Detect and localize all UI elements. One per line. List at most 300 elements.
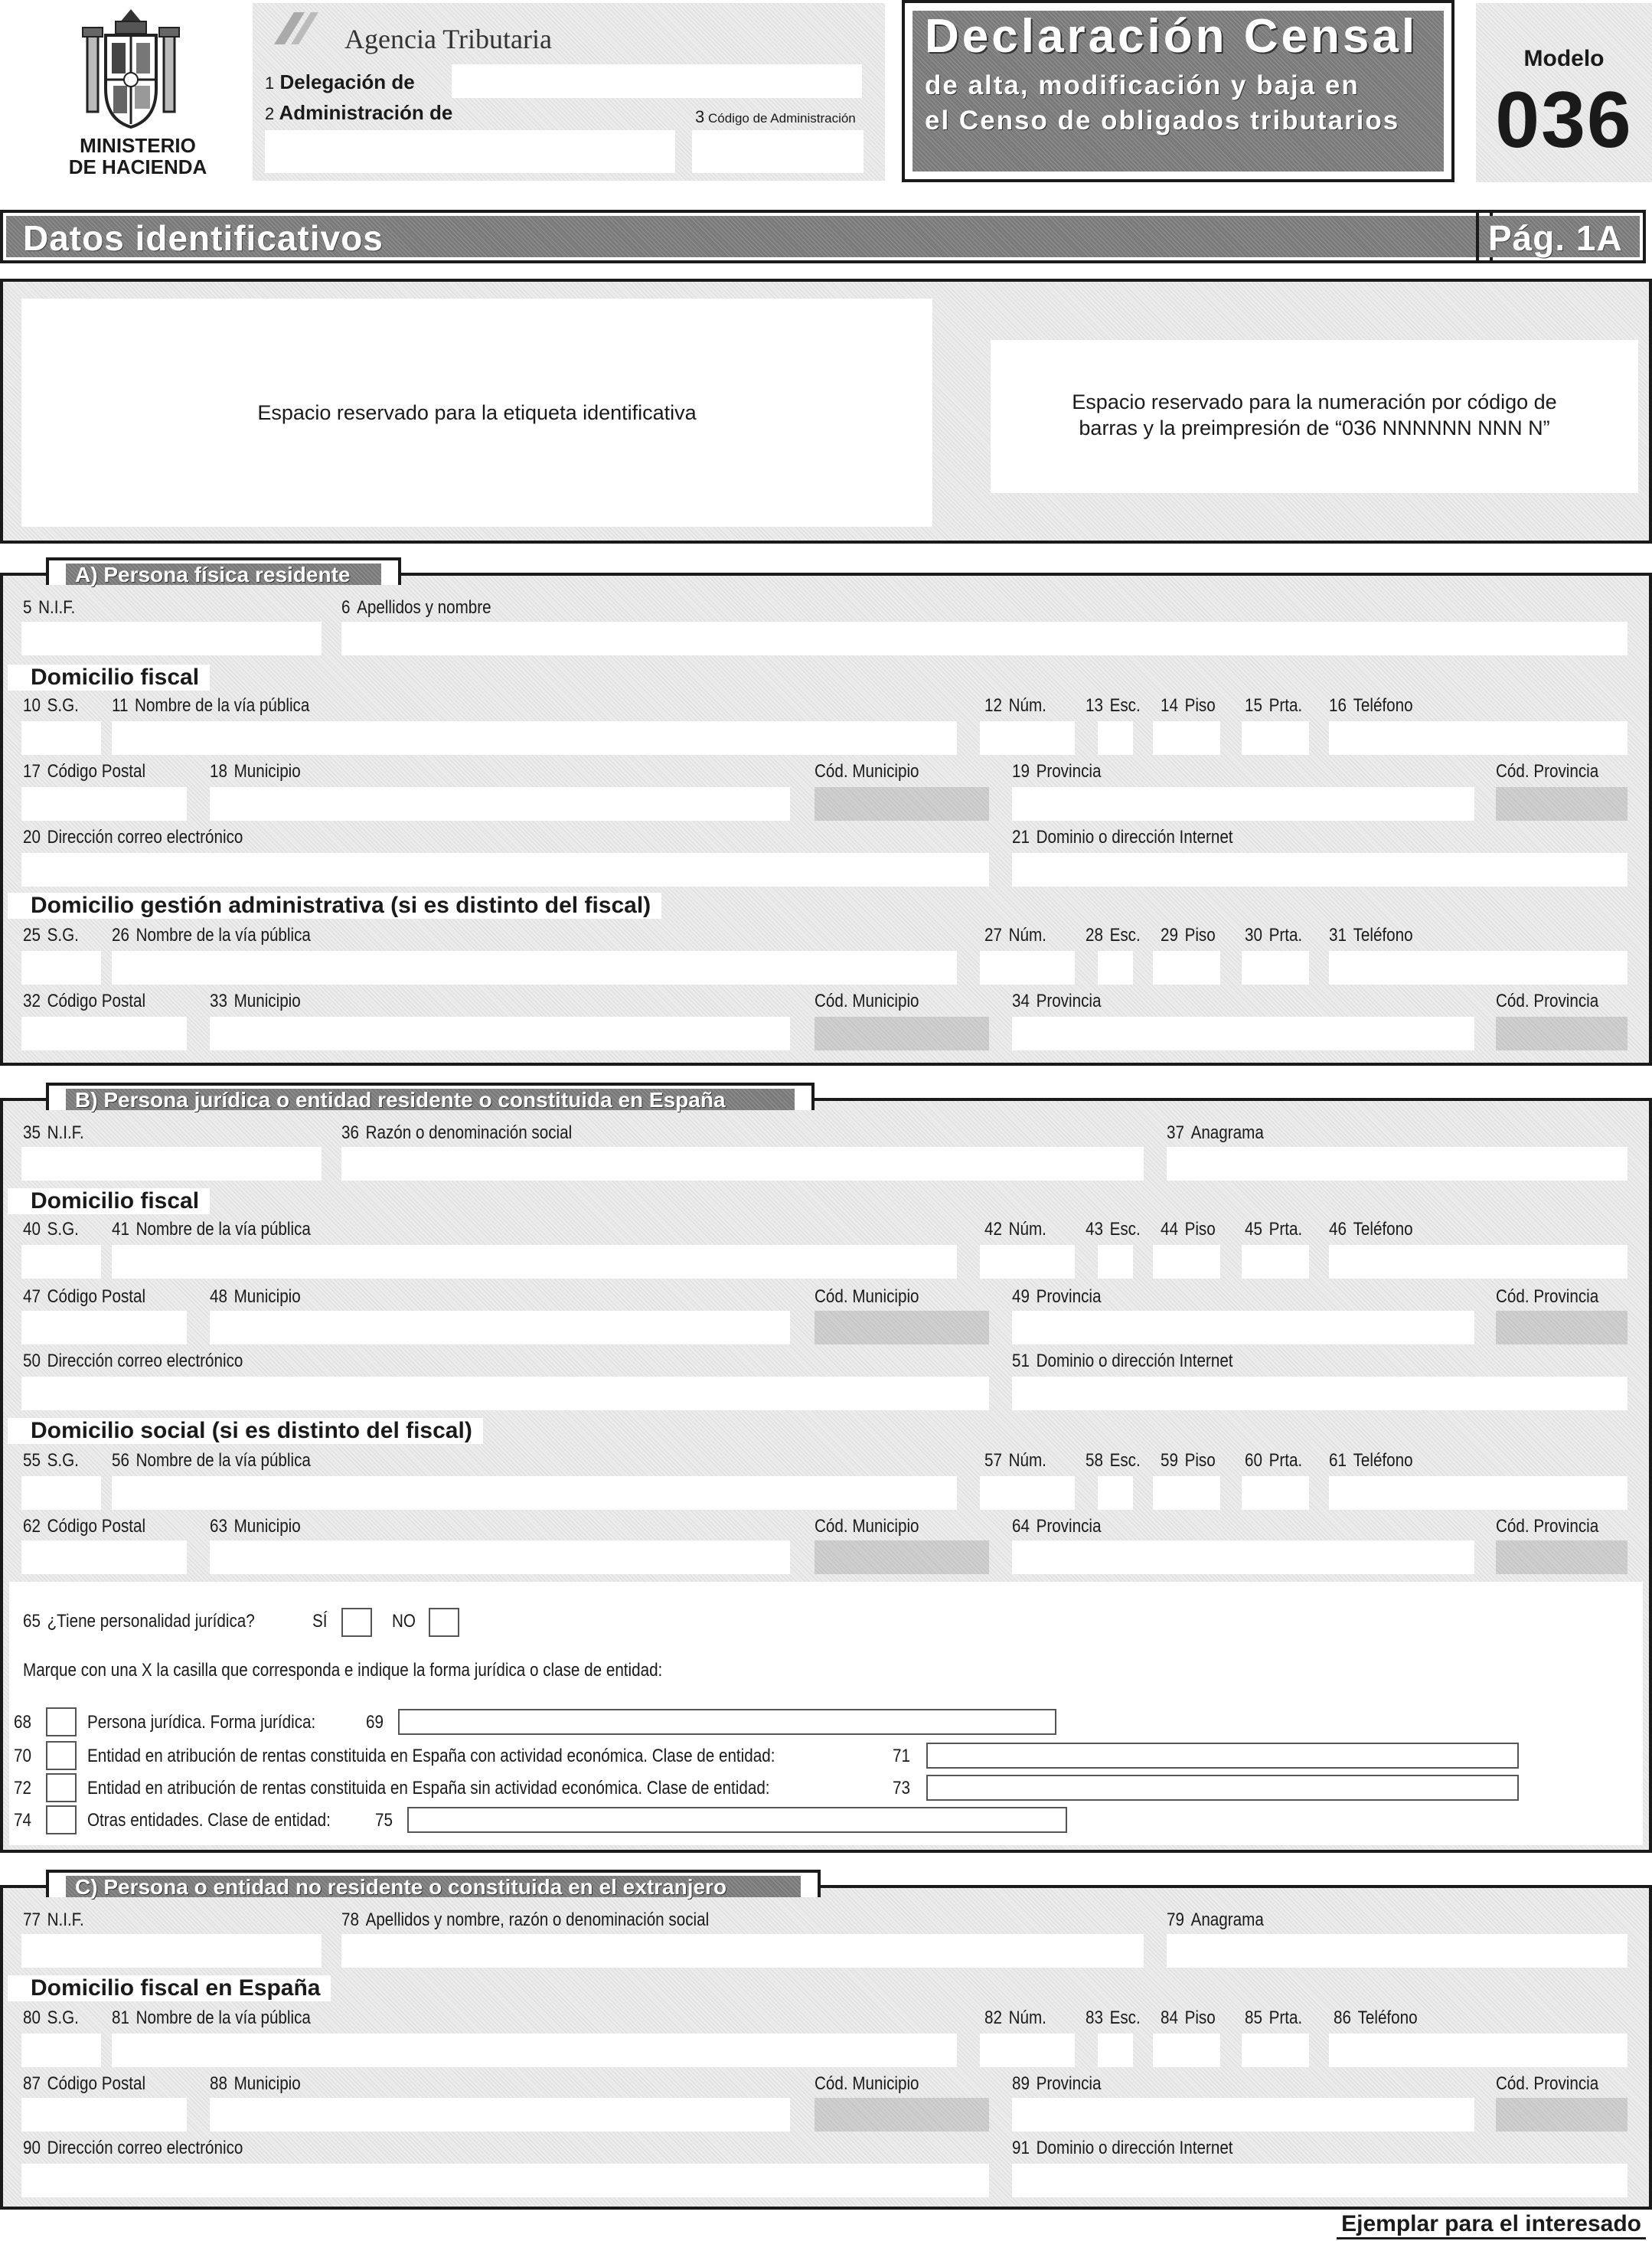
b-prta-text: Prta. [1268,1219,1303,1240]
model-block [1476,3,1652,182]
c-name-label [341,1909,709,1931]
a-cp-label [23,761,145,782]
a-piso-num: 14 [1161,695,1178,716]
ministry-name [46,135,230,178]
a-num2-input[interactable] [980,951,1075,985]
a-tel-text: Teléfono [1353,695,1413,716]
a-cp-num: 17 [23,761,41,782]
a-prta-label [1245,695,1302,717]
c-num-input[interactable] [980,2034,1075,2067]
b-anagrama-label [1167,1122,1264,1144]
b-cp2-label [23,1516,145,1537]
b-prta2-num: 60 [1245,1450,1262,1471]
administracion-label [265,101,452,125]
b-sg2-label [23,1450,79,1472]
a-prov2-label [1012,991,1101,1012]
c-prta-label [1245,2007,1302,2029]
b-num2-text: Núm. [1008,1450,1046,1471]
a-prta-input[interactable] [1242,721,1309,755]
b-piso2-num: 59 [1161,1450,1178,1471]
a-mun2-text: Municipio [233,991,301,1011]
a-nif-input[interactable] [21,622,322,655]
b-opt75-num: 75 [375,1810,393,1831]
b-via-label [112,1219,311,1240]
codigo-admin-label [695,107,856,127]
c-sg-text: S.G. [47,2007,79,2028]
a-nif-label [23,597,75,619]
c-num-text: Núm. [1008,2007,1046,2028]
a-name-label [341,597,491,619]
b-razon-num: 36 [341,1122,359,1143]
b-si-label: SÍ [312,1611,328,1632]
b-tel-num: 46 [1329,1219,1347,1240]
b-tel2-label [1329,1450,1413,1472]
b-prov-input[interactable] [1012,1311,1474,1344]
b-forma-juridica-input[interactable] [398,1709,1056,1735]
b-opt71-num: 71 [893,1746,910,1766]
b-prov2-input[interactable] [1012,1540,1474,1574]
b-tel-input[interactable] [1329,1245,1628,1279]
a-web-num: 21 [1012,827,1030,848]
c-anagrama-label [1167,1909,1264,1931]
b-via-num: 41 [112,1219,129,1240]
a-cod-mun2-input [815,1017,989,1050]
b-mun2-num: 63 [210,1516,227,1537]
c-tel-label [1334,2007,1418,2029]
b-sg-label [23,1219,79,1240]
page-banner [1476,210,1646,263]
barcode-space [991,340,1638,493]
b-prov2-text: Provincia [1036,1516,1102,1537]
c-web-text: Dominio o dirección Internet [1036,2138,1233,2158]
a-piso2-num: 29 [1161,925,1178,946]
a-sg-input[interactable] [21,721,101,755]
a-tel2-text: Teléfono [1353,925,1413,946]
b-prov2-num: 64 [1012,1516,1030,1537]
b-piso2-label [1161,1450,1216,1472]
b-si-checkbox[interactable] [341,1608,372,1637]
b-prta-input[interactable] [1242,1245,1309,1279]
a-piso2-label [1161,925,1216,946]
b-cp2-input[interactable] [21,1540,187,1574]
b-mun-label [210,1286,301,1308]
b-nif-input[interactable] [21,1147,322,1181]
c-esc-text: Esc. [1109,2007,1141,2028]
b-cp2-text: Código Postal [47,1516,146,1537]
a-piso-input[interactable] [1153,721,1220,755]
c-piso-input[interactable] [1153,2034,1220,2067]
a-cp2-text: Código Postal [47,991,146,1011]
b-cp-label [23,1286,145,1308]
a-tel2-label [1329,925,1413,946]
c-mun-input[interactable] [210,2098,790,2132]
field2-label: Administración de [279,101,453,124]
section-b-tab [46,1083,815,1110]
b-opt69-num: 69 [366,1712,384,1733]
b-nif-num: 35 [23,1122,41,1143]
c-cod-prov-label: Cód. Provincia [1496,2073,1599,2094]
b-domicilio-social-heading: Domicilio social (si es distinto del fiscal) [8,1418,483,1444]
b-opt72-num: 72 [14,1778,31,1798]
delegacion-label [265,70,415,94]
footer-copy-label: Ejemplar para el interesado [1337,2211,1646,2239]
c-esc-label [1086,2007,1141,2029]
b-prov2-label [1012,1516,1101,1537]
b-piso-input[interactable] [1153,1245,1220,1279]
b-nif-label [23,1122,84,1144]
c-web-input[interactable] [1012,2164,1628,2197]
b-sg-text: S.G. [47,1219,79,1240]
a-prov-num: 19 [1012,761,1030,782]
c-mun-text: Municipio [233,2073,301,2094]
a-esc-num: 13 [1086,695,1103,716]
b-num-label [984,1219,1046,1240]
c-prta-num: 85 [1245,2007,1262,2028]
b-num2-label [984,1450,1046,1472]
a-cod-mun-label: Cód. Municipio [815,761,919,782]
b-esc2-text: Esc. [1109,1450,1141,1471]
a-mun-text: Municipio [233,761,301,782]
c-via-label [112,2007,311,2029]
a-sg-text: S.G. [47,695,79,716]
b-esc2-input[interactable] [1098,1476,1133,1510]
a-prov-text: Provincia [1036,761,1102,782]
b-opt70-num: 70 [14,1746,31,1766]
a-prta-num: 15 [1245,695,1262,716]
form-subtitle-2: el Censo de obligados tributarios [925,106,1400,136]
b-sg-input[interactable] [21,1245,101,1279]
b-email-text: Dirección correo electrónico [47,1351,243,1371]
agency-name: Agencia Tributaria [344,24,552,54]
b-num2-input[interactable] [980,1476,1075,1510]
a-prov2-text: Provincia [1036,991,1102,1011]
b-web-num: 51 [1012,1351,1030,1371]
a-nif-num: 5 [23,597,32,618]
c-num-num: 82 [984,2007,1002,2028]
c-name-input[interactable] [341,1934,1144,1968]
a-esc-input[interactable] [1098,721,1133,755]
agency-logo-icon [271,9,322,47]
b-sg2-text: S.G. [47,1450,79,1471]
b-esc-label [1086,1219,1141,1240]
a-num-text: Núm. [1008,695,1046,716]
a-sg-label [23,695,79,717]
datos-banner [0,210,1493,263]
b-razon-text: Razón o denominación social [365,1122,573,1143]
delegacion-input[interactable] [452,64,862,98]
a-cod-prov2-label: Cód. Provincia [1496,991,1599,1011]
a-esc2-input[interactable] [1098,951,1133,985]
b-tel-label [1329,1219,1413,1240]
a-prta2-num: 30 [1245,925,1262,946]
a-web-input[interactable] [1012,853,1628,887]
label-space [21,299,932,527]
b-cod-prov2-label: Cód. Provincia [1496,1516,1599,1537]
a-via-input[interactable] [112,721,957,755]
c-email-label [23,2138,243,2159]
c-prov-num: 89 [1012,2073,1030,2094]
a-via2-input[interactable] [112,951,957,985]
a-prta-text: Prta. [1268,695,1303,716]
a-email-input[interactable] [21,853,989,887]
a-num-num: 12 [984,695,1002,716]
b-anagrama-num: 37 [1167,1122,1184,1143]
b-prov-text: Provincia [1036,1286,1102,1307]
b-num-num: 42 [984,1219,1002,1240]
a-cod-mun2-label: Cód. Municipio [815,991,919,1011]
field2-num: 2 [265,104,275,123]
a-web-text: Dominio o dirección Internet [1036,827,1233,848]
b-via2-input[interactable] [112,1476,957,1510]
a-name-num: 6 [341,597,351,618]
b-tel2-num: 61 [1329,1450,1347,1471]
b-opt70-checkbox[interactable] [46,1741,77,1770]
b-piso-num: 44 [1161,1219,1178,1240]
b-opt73-num: 73 [893,1778,910,1798]
page-number: Pág. 1A [1488,218,1623,258]
b-num2-num: 57 [984,1450,1002,1471]
b-cod-prov2-input [1496,1540,1628,1574]
a-tel-input[interactable] [1329,721,1628,755]
a-web-label [1012,827,1233,848]
c-prta-input[interactable] [1242,2034,1309,2067]
a-num2-label [984,925,1046,946]
b-cp-input[interactable] [21,1311,187,1344]
b-opt68-num: 68 [14,1712,31,1733]
a-piso2-input[interactable] [1153,951,1220,985]
c-email-input[interactable] [21,2164,989,2197]
b-email-label [23,1351,243,1372]
b-prta2-input[interactable] [1242,1476,1309,1510]
a-domicilio-fiscal-heading: Domicilio fiscal [8,665,210,691]
c-tel-input[interactable] [1329,2034,1628,2067]
b-clase-entidad-sin-input[interactable] [926,1775,1519,1801]
a-via2-label [112,925,311,946]
field1-num: 1 [265,74,275,93]
c-nif-text: N.I.F. [47,1909,84,1930]
a-prov-label [1012,761,1101,782]
a-piso2-text: Piso [1184,925,1216,946]
b-prov-num: 49 [1012,1286,1030,1307]
c-cp-num: 87 [23,2073,41,2094]
a-num2-num: 27 [984,925,1002,946]
label-space-text: Espacio reservado para la etiqueta identificativa [257,400,697,424]
b-piso2-input[interactable] [1153,1476,1220,1510]
c-nif-num: 77 [23,1909,41,1930]
b-mun2-input[interactable] [210,1540,790,1574]
a-via-text: Nombre de la vía pública [135,695,310,716]
a-prov2-num: 34 [1012,991,1030,1011]
model-number: 036 [1495,76,1633,165]
c-tel-text: Teléfono [1357,2007,1418,2028]
b-cp-num: 47 [23,1286,41,1307]
c-piso-num: 84 [1161,2007,1178,2028]
b-tel2-input[interactable] [1329,1476,1628,1510]
section-c-tab [46,1870,821,1897]
b-otras-entidades-input[interactable] [407,1807,1067,1833]
c-prov-text: Provincia [1036,2073,1102,2094]
c-num-label [984,2007,1046,2029]
b-esc2-label [1086,1450,1141,1472]
a-mun2-input[interactable] [210,1017,790,1050]
b-prta2-label [1245,1450,1302,1472]
c-via-num: 81 [112,2007,129,2028]
c-prov-input[interactable] [1012,2098,1474,2132]
c-cp-label [23,2073,145,2095]
b-instruction: Marque con una X la casilla que corresponda e indique la forma jurídica o clase de entidad: [23,1660,663,1681]
c-prta-text: Prta. [1268,2007,1303,2028]
a-piso-text: Piso [1184,695,1216,716]
a-sg2-text: S.G. [47,925,79,946]
b-esc-num: 43 [1086,1219,1103,1240]
a-via-label [112,695,309,717]
b-web-input[interactable] [1012,1377,1628,1410]
b-piso2-text: Piso [1184,1450,1216,1471]
a-prta2-input[interactable] [1242,951,1309,985]
a-name-input[interactable] [341,622,1628,655]
c-name-num: 78 [341,1909,359,1930]
b-num-text: Núm. [1008,1219,1046,1240]
c-cod-prov-input [1496,2098,1628,2132]
c-nif-input[interactable] [21,1934,322,1968]
b-num-input[interactable] [980,1245,1075,1279]
b-via-input[interactable] [112,1245,957,1279]
b-sg2-input[interactable] [21,1476,101,1510]
section-b-title: B) Persona jurídica o entidad residente o constituida en España [75,1088,726,1112]
field1-label: Delegación de [279,70,415,93]
a-cp2-label [23,991,145,1012]
b-nif-text: N.I.F. [47,1122,84,1143]
agency-block [253,3,885,181]
b-opt70-label: Entidad en atribución de rentas constituida en España con actividad económica. Clase de entidad: [87,1746,775,1766]
a-via2-num: 26 [112,925,129,946]
b-opt68-label: Persona jurídica. Forma jurídica: [87,1712,316,1733]
c-cod-mun-input [815,2098,989,2132]
c-esc-input[interactable] [1098,2034,1133,2067]
a-cp-input[interactable] [21,787,187,821]
a-mun-input[interactable] [210,787,790,821]
b-opt72-checkbox[interactable] [46,1773,77,1802]
a-prov-input[interactable] [1012,787,1474,821]
a-tel2-num: 31 [1329,925,1347,946]
b-prov-label [1012,1286,1101,1308]
b-domicilio-fiscal-heading: Domicilio fiscal [8,1188,210,1214]
field3-label: Código de Administración [707,111,856,126]
c-mun-label [210,2073,301,2095]
a-mun2-label [210,991,301,1012]
b-opt74-checkbox[interactable] [46,1805,77,1834]
a-prta2-label [1245,925,1302,946]
b-prta2-text: Prta. [1268,1450,1303,1471]
a-cp-text: Código Postal [47,761,146,782]
a-num-input[interactable] [980,721,1075,755]
c-cp-input[interactable] [21,2098,187,2132]
b-mun-input[interactable] [210,1311,790,1344]
c-cp-text: Código Postal [47,2073,146,2094]
a-prov2-input[interactable] [1012,1017,1474,1050]
b-razon-label [341,1122,572,1144]
c-web-label [1012,2138,1233,2159]
b-mun2-label [210,1516,301,1537]
b-email-input[interactable] [21,1377,989,1410]
c-tel-num: 86 [1334,2007,1351,2028]
b-web-label [1012,1351,1233,1372]
c-email-num: 90 [23,2138,41,2158]
b-sg2-num: 55 [23,1450,41,1471]
barcode-line1: Espacio reservado para la numeración por código de [1072,390,1557,413]
b-opt74-num: 74 [14,1810,31,1831]
a-mun-label [210,761,301,782]
b-anagrama-input[interactable] [1167,1147,1628,1181]
b-esc-input[interactable] [1098,1245,1133,1279]
a-esc2-text: Esc. [1109,925,1141,946]
b-sg-num: 40 [23,1219,41,1240]
a-esc-text: Esc. [1109,695,1141,716]
a-cod-prov-label: Cód. Provincia [1496,761,1599,782]
a-sg2-num: 25 [23,925,41,946]
a-esc2-label [1086,925,1141,946]
b-razon-input[interactable] [341,1147,1144,1181]
a-tel2-input[interactable] [1329,951,1628,985]
a-email-num: 20 [23,827,41,848]
b-clase-entidad-con-input[interactable] [926,1743,1519,1769]
a-cod-prov2-input [1496,1017,1628,1050]
b-no-checkbox[interactable] [429,1608,459,1637]
b-prta-num: 45 [1245,1219,1262,1240]
a-tel-label [1329,695,1413,717]
c-sg-input[interactable] [21,2034,101,2067]
b-mun-text: Municipio [233,1286,301,1307]
a-cod-mun-input [815,787,989,821]
b-web-text: Dominio o dirección Internet [1036,1351,1233,1371]
b-esc-text: Esc. [1109,1219,1141,1240]
b-cod-prov-label: Cód. Provincia [1496,1286,1599,1307]
b-cod-mun-input [815,1311,989,1344]
model-label: Modelo [1523,46,1605,71]
field3-num: 3 [695,107,705,126]
section-a-title: A) Persona física residente [75,563,351,586]
c-cod-mun-label: Cód. Municipio [815,2073,919,2094]
c-mun-num: 88 [210,2073,227,2094]
c-via-text: Nombre de la vía pública [135,2007,311,2028]
a-nif-text: N.I.F. [38,597,76,618]
administracion-input[interactable] [265,130,675,173]
b-cod-mun2-label: Cód. Municipio [815,1516,919,1537]
c-anagrama-input[interactable] [1167,1934,1628,1968]
a-sg2-input[interactable] [21,951,101,985]
c-esc-num: 83 [1086,2007,1103,2028]
title-block [902,0,1454,182]
c-domicilio-fiscal-heading: Domicilio fiscal en España [8,1975,331,2001]
b-personalidad-label [23,1611,255,1632]
a-email-text: Dirección correo electrónico [47,827,243,848]
a-cp2-input[interactable] [21,1017,187,1050]
section-a-tab [46,557,401,585]
c-web-num: 91 [1012,2138,1030,2158]
b-opt68-checkbox[interactable] [46,1707,77,1736]
a-tel-num: 16 [1329,695,1347,716]
c-via-input[interactable] [112,2034,957,2067]
codigo-admin-input[interactable] [692,130,864,173]
a-num-label [984,695,1046,717]
section-c-title: C) Persona o entidad no residente o constituida en el extranjero [75,1875,727,1899]
a-piso-label [1161,695,1216,717]
b-esc2-num: 58 [1086,1450,1103,1471]
c-piso-text: Piso [1184,2007,1216,2028]
b-piso-text: Piso [1184,1219,1216,1240]
coat-of-arms-logo [73,5,188,135]
a-email-label [23,827,243,848]
